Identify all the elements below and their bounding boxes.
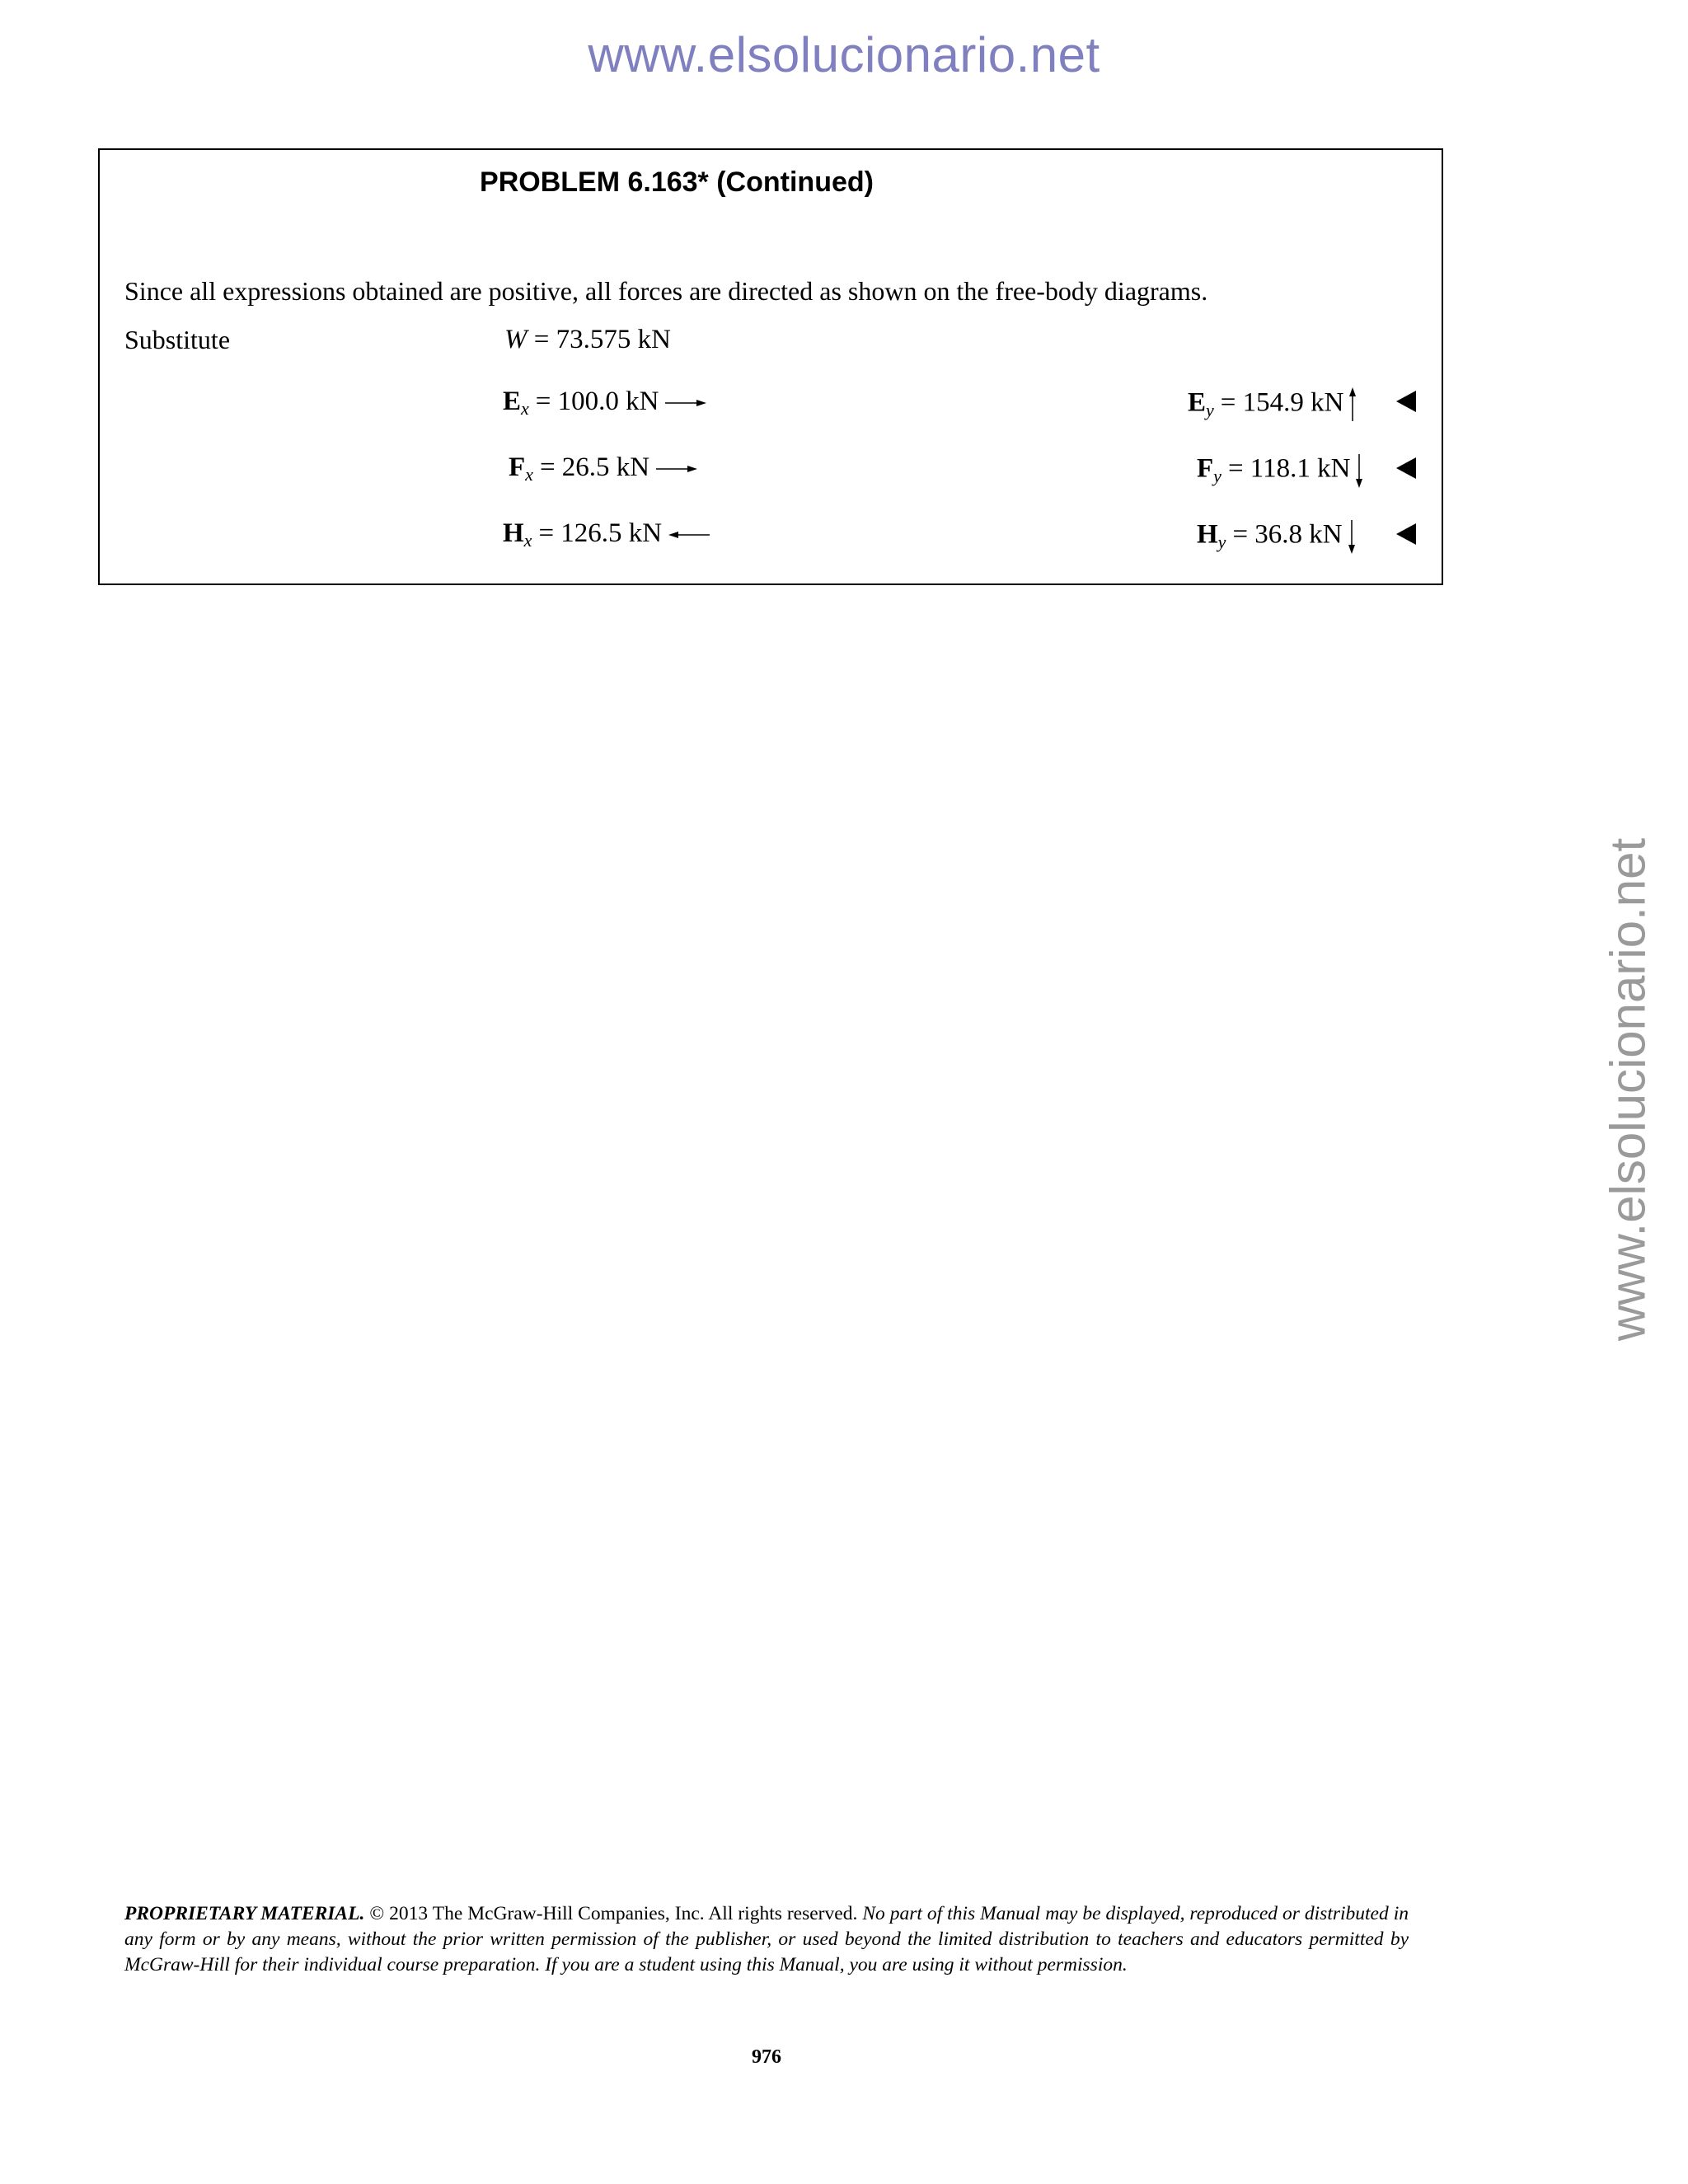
right-arrow-icon bbox=[663, 397, 708, 409]
force-value: = 100.0 kN bbox=[535, 387, 659, 416]
answer-marker-icon bbox=[1396, 391, 1416, 412]
solution-box bbox=[98, 148, 1443, 585]
down-arrow-icon bbox=[1346, 518, 1357, 555]
force-symbol: F bbox=[1197, 453, 1214, 484]
watermark-top: www.elsolucionario.net bbox=[588, 27, 1100, 82]
intro-text: Since all expressions obtained are positive, all forces are directed as shown on the free-body diagrams. bbox=[124, 276, 1208, 306]
force-symbol: F bbox=[509, 452, 526, 482]
force-value: = 154.9 kN bbox=[1220, 387, 1344, 418]
w-symbol: W bbox=[504, 325, 528, 354]
answer-marker-icon bbox=[1396, 523, 1416, 545]
force-hx bbox=[503, 518, 711, 551]
footer-copyright: © 2013 The McGraw-Hill Companies, Inc. All rights reserved. bbox=[364, 1903, 858, 1924]
force-value: = 126.5 kN bbox=[538, 518, 663, 548]
force-subscript: y bbox=[1213, 465, 1221, 486]
problem-title: PROBLEM 6.163* (Continued) bbox=[480, 166, 874, 198]
w-equation bbox=[504, 325, 671, 355]
force-subscript: y bbox=[1217, 531, 1226, 552]
copyright-footer bbox=[124, 1901, 1409, 1978]
force-hy bbox=[1197, 518, 1357, 555]
force-value: = 36.8 kN bbox=[1232, 519, 1343, 550]
force-subscript: x bbox=[523, 530, 532, 551]
page-number: 976 bbox=[752, 2046, 781, 2068]
force-subscript: x bbox=[525, 464, 533, 485]
down-arrow-icon bbox=[1353, 452, 1365, 489]
force-subscript: x bbox=[521, 398, 529, 419]
force-fy bbox=[1197, 452, 1365, 489]
force-symbol: H bbox=[1197, 519, 1218, 550]
force-symbol: E bbox=[503, 387, 522, 416]
right-arrow-icon bbox=[654, 463, 699, 475]
force-symbol: E bbox=[1188, 387, 1207, 418]
force-symbol: H bbox=[503, 518, 524, 548]
substitute-label: Substitute bbox=[124, 325, 231, 354]
force-ex bbox=[503, 387, 708, 419]
answer-marker-icon bbox=[1396, 457, 1416, 479]
watermark-side: www.elsolucionario.net bbox=[1600, 837, 1656, 1342]
force-subscript: y bbox=[1206, 399, 1214, 420]
force-value: = 118.1 kN bbox=[1227, 453, 1351, 484]
left-arrow-icon bbox=[667, 529, 711, 541]
w-value: = 73.575 kN bbox=[533, 325, 671, 354]
footer-lead: PROPRIETARY MATERIAL. bbox=[124, 1903, 365, 1924]
footer-notice: No part of this Manual may be displayed, reproduced or distributed in any form or by any means, without the prior written permission of the publisher, or used beyond the limited distribution to teachers and educators permitted by McGraw-Hill for their individual course preparation. If you are a student using this Manual, you are using it without permission. bbox=[124, 1903, 1409, 1975]
force-fx bbox=[509, 452, 699, 485]
force-ey bbox=[1188, 387, 1358, 423]
up-arrow-icon bbox=[1347, 387, 1358, 423]
force-value: = 26.5 kN bbox=[539, 452, 650, 482]
